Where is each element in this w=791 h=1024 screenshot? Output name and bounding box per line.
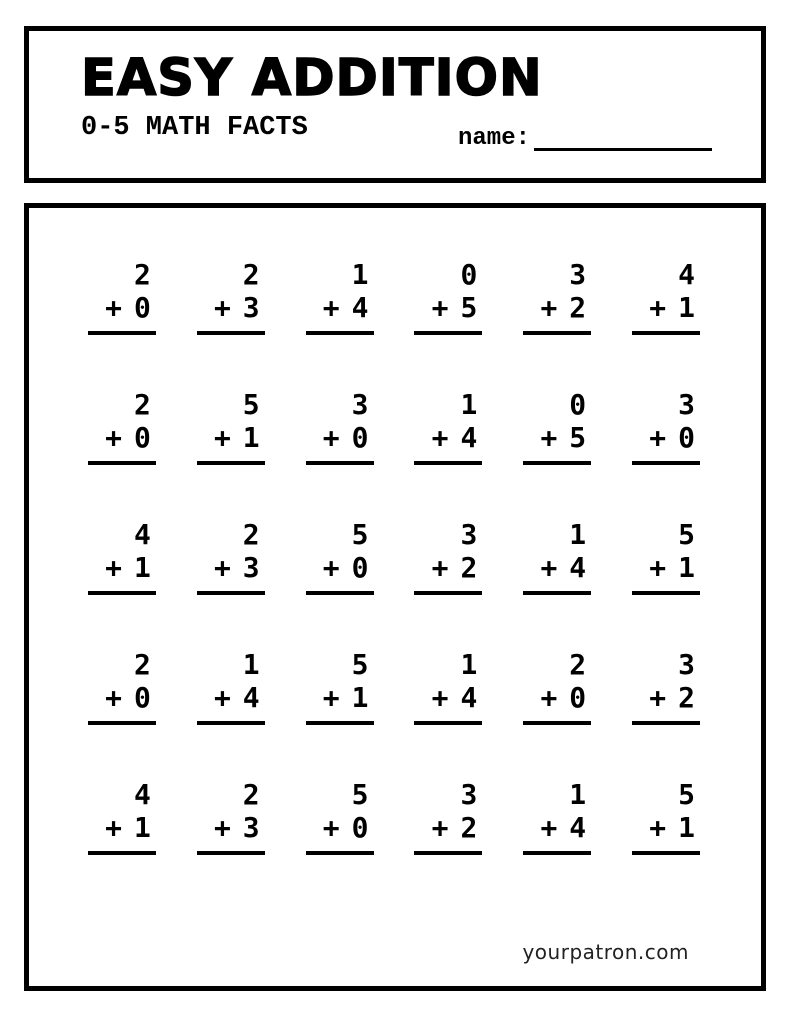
answer-blank-line	[523, 331, 591, 335]
answer-blank-line	[632, 721, 700, 725]
problem-cell	[632, 258, 700, 388]
top-addend: 3	[460, 778, 478, 811]
plus-operator: +	[322, 421, 340, 454]
answer-blank-line	[306, 461, 374, 465]
bottom-addend: 1	[678, 811, 695, 844]
plus-operator: +	[649, 681, 667, 714]
bottom-addend: 4	[569, 811, 587, 844]
answer-blank-line	[197, 591, 265, 595]
plus-operator: +	[649, 811, 667, 844]
answer-blank-line	[414, 591, 482, 595]
top-addend: 3	[460, 518, 478, 551]
top-addend: 5	[351, 778, 369, 811]
plus-operator: +	[649, 421, 667, 454]
bottom-addend: 0	[133, 421, 151, 454]
top-addend: 3	[569, 258, 587, 291]
top-addend: 1	[351, 258, 369, 291]
plus-operator: +	[649, 551, 667, 584]
bottom-addend: 1	[678, 291, 695, 324]
answer-blank-line	[414, 461, 482, 465]
bottom-addend: 0	[569, 681, 587, 714]
answer-blank-line	[197, 851, 265, 855]
answer-blank-line	[88, 331, 156, 335]
top-addend: 0	[569, 388, 587, 421]
answer-blank-line	[523, 851, 591, 855]
bottom-addend: 2	[678, 681, 695, 714]
operator-row	[649, 291, 700, 324]
plus-operator: +	[322, 681, 340, 714]
top-addend: 5	[678, 518, 695, 551]
operator-row	[540, 811, 591, 844]
plus-operator: +	[431, 811, 449, 844]
bottom-addend: 2	[460, 811, 478, 844]
header-box	[24, 26, 766, 183]
problem-cell	[197, 388, 265, 518]
name-field	[458, 126, 712, 152]
top-addend: 4	[678, 258, 695, 291]
problem-cell	[414, 258, 482, 388]
answer-blank-line	[632, 591, 700, 595]
top-addend: 1	[460, 388, 478, 421]
bottom-addend: 1	[242, 421, 260, 454]
answer-blank-line	[523, 461, 591, 465]
problem-cell	[197, 258, 265, 388]
operator-row	[323, 551, 374, 584]
answer-blank-line	[306, 721, 374, 725]
top-addend: 2	[242, 518, 260, 551]
answer-blank-line	[306, 331, 374, 335]
plus-operator: +	[105, 421, 122, 454]
operator-row	[105, 811, 156, 844]
top-addend: 3	[351, 388, 369, 421]
top-addend: 5	[351, 648, 369, 681]
bottom-addend: 4	[569, 551, 587, 584]
name-label: name:	[457, 125, 530, 152]
answer-blank-line	[632, 851, 700, 855]
problem-cell	[306, 258, 374, 388]
page-subtitle: 0-5 MATH FACTS	[81, 113, 308, 143]
problem-cell	[306, 648, 374, 778]
operator-row	[432, 811, 483, 844]
operator-row	[105, 551, 156, 584]
answer-blank-line	[88, 851, 156, 855]
problem-cell	[88, 258, 156, 388]
plus-operator: +	[540, 421, 558, 454]
top-addend: 4	[133, 518, 151, 551]
bottom-addend: 3	[242, 811, 260, 844]
answer-blank-line	[414, 851, 482, 855]
top-addend: 3	[678, 648, 695, 681]
top-addend: 1	[569, 518, 587, 551]
top-addend: 5	[242, 388, 260, 421]
problem-cell	[414, 648, 482, 778]
operator-row	[432, 421, 483, 454]
top-addend: 2	[133, 388, 151, 421]
problems-box	[24, 203, 766, 991]
plus-operator: +	[213, 421, 231, 454]
operator-row	[649, 551, 700, 584]
top-addend: 1	[460, 648, 478, 681]
bottom-addend: 1	[133, 551, 151, 584]
top-addend: 0	[460, 258, 478, 291]
top-addend: 3	[678, 388, 695, 421]
problem-cell	[197, 518, 265, 648]
problem-cell	[414, 388, 482, 518]
bottom-addend: 1	[133, 811, 151, 844]
plus-operator: +	[213, 681, 231, 714]
website-credit: yourpatron.com	[522, 940, 689, 964]
operator-row	[105, 681, 156, 714]
bottom-addend: 1	[678, 551, 695, 584]
plus-operator: +	[322, 811, 340, 844]
operator-row	[214, 291, 265, 324]
operator-row	[105, 291, 156, 324]
bottom-addend: 1	[351, 681, 369, 714]
bottom-addend: 3	[242, 551, 260, 584]
problem-cell	[88, 388, 156, 518]
answer-blank-line	[523, 591, 591, 595]
top-addend: 5	[351, 518, 369, 551]
bottom-addend: 0	[351, 551, 369, 584]
bottom-addend: 0	[678, 421, 695, 454]
bottom-addend: 2	[460, 551, 478, 584]
answer-blank-line	[414, 721, 482, 725]
bottom-addend: 0	[351, 811, 369, 844]
operator-row	[323, 811, 374, 844]
top-addend: 1	[242, 648, 260, 681]
problem-cell	[306, 518, 374, 648]
answer-blank-line	[523, 721, 591, 725]
top-addend: 2	[242, 778, 260, 811]
bottom-addend: 4	[242, 681, 260, 714]
problem-cell	[88, 778, 156, 908]
problem-cell	[306, 388, 374, 518]
answer-blank-line	[197, 461, 265, 465]
answer-blank-line	[88, 591, 156, 595]
answer-blank-line	[88, 461, 156, 465]
bottom-addend: 4	[460, 681, 478, 714]
operator-row	[214, 421, 265, 454]
top-addend: 2	[242, 258, 260, 291]
plus-operator: +	[431, 291, 449, 324]
top-addend: 2	[133, 648, 151, 681]
operator-row	[323, 681, 374, 714]
problem-cell	[632, 648, 700, 778]
bottom-addend: 0	[133, 291, 151, 324]
operator-row	[432, 681, 483, 714]
problem-cell	[414, 778, 482, 908]
plus-operator: +	[213, 551, 231, 584]
problem-cell	[523, 518, 591, 648]
operator-row	[649, 681, 700, 714]
bottom-addend: 0	[351, 421, 369, 454]
plus-operator: +	[105, 811, 122, 844]
bottom-addend: 5	[569, 421, 587, 454]
operator-row	[323, 291, 374, 324]
top-addend: 2	[569, 648, 587, 681]
operator-row	[540, 291, 591, 324]
name-blank-line	[534, 148, 712, 151]
problem-cell	[632, 518, 700, 648]
bottom-addend: 4	[460, 421, 478, 454]
problem-cell	[197, 778, 265, 908]
operator-row	[432, 291, 483, 324]
operator-row	[214, 811, 265, 844]
top-addend: 5	[678, 778, 695, 811]
plus-operator: +	[540, 811, 558, 844]
answer-blank-line	[632, 331, 700, 335]
problem-cell	[523, 648, 591, 778]
problem-cell	[632, 778, 700, 908]
plus-operator: +	[213, 811, 231, 844]
plus-operator: +	[540, 551, 558, 584]
problem-cell	[523, 388, 591, 518]
operator-row	[540, 681, 591, 714]
answer-blank-line	[306, 591, 374, 595]
problem-cell	[523, 258, 591, 388]
problem-cell	[523, 778, 591, 908]
problem-cell	[414, 518, 482, 648]
bottom-addend: 4	[351, 291, 369, 324]
top-addend: 1	[569, 778, 587, 811]
answer-blank-line	[306, 851, 374, 855]
plus-operator: +	[540, 291, 558, 324]
operator-row	[323, 421, 374, 454]
page-title: EASY ADDITION	[81, 49, 543, 108]
answer-blank-line	[632, 461, 700, 465]
operator-row	[649, 811, 700, 844]
answer-blank-line	[88, 721, 156, 725]
problem-cell	[306, 778, 374, 908]
plus-operator: +	[105, 291, 122, 324]
operator-row	[214, 681, 265, 714]
problem-cell	[197, 648, 265, 778]
plus-operator: +	[431, 421, 449, 454]
problem-cell	[88, 648, 156, 778]
bottom-addend: 5	[460, 291, 478, 324]
plus-operator: +	[649, 291, 667, 324]
operator-row	[649, 421, 700, 454]
plus-operator: +	[431, 681, 449, 714]
operator-row	[105, 421, 156, 454]
bottom-addend: 2	[569, 291, 587, 324]
operator-row	[540, 421, 591, 454]
plus-operator: +	[105, 681, 122, 714]
operator-row	[540, 551, 591, 584]
top-addend: 2	[133, 258, 151, 291]
answer-blank-line	[414, 331, 482, 335]
operator-row	[214, 551, 265, 584]
plus-operator: +	[540, 681, 558, 714]
plus-operator: +	[213, 291, 231, 324]
problem-grid	[29, 208, 761, 908]
plus-operator: +	[322, 291, 340, 324]
answer-blank-line	[197, 721, 265, 725]
top-addend: 4	[133, 778, 151, 811]
bottom-addend: 0	[133, 681, 151, 714]
problem-cell	[88, 518, 156, 648]
operator-row	[432, 551, 483, 584]
plus-operator: +	[322, 551, 340, 584]
answer-blank-line	[197, 331, 265, 335]
problem-cell	[632, 388, 700, 518]
plus-operator: +	[105, 551, 122, 584]
bottom-addend: 3	[242, 291, 260, 324]
plus-operator: +	[431, 551, 449, 584]
